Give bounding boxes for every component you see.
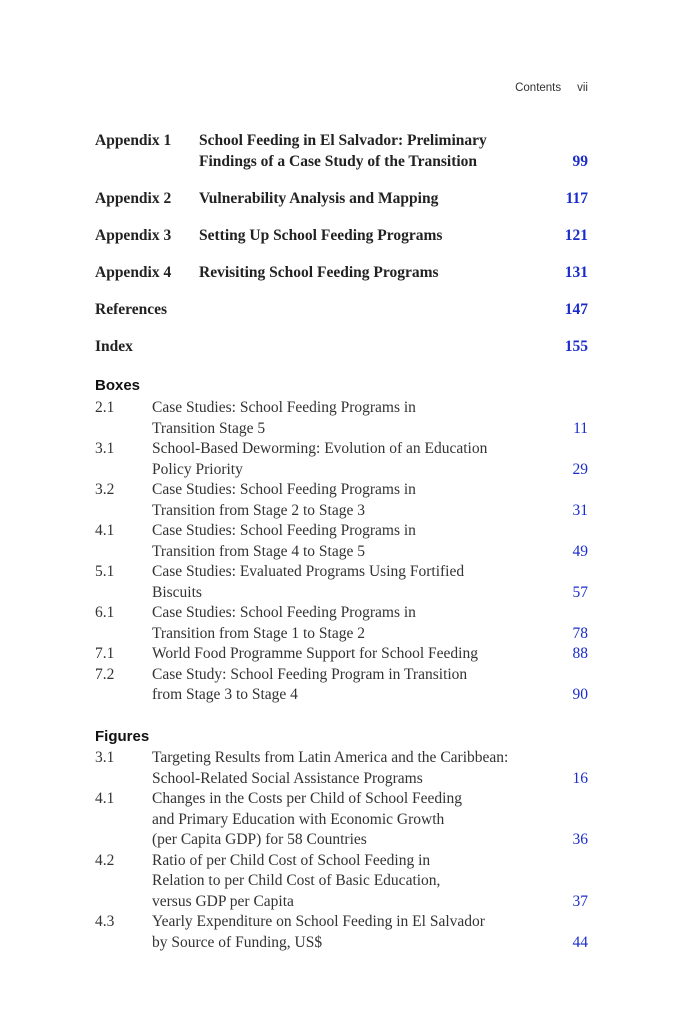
entry-title-line: School-Related Social Assistance Programs bbox=[152, 769, 423, 787]
box-entry[interactable] bbox=[95, 603, 588, 644]
toc-entry[interactable] bbox=[95, 336, 588, 357]
entry-title-line: Transition from Stage 2 to Stage 3 bbox=[152, 501, 365, 519]
entry-title-line: Revisiting School Feeding Programs bbox=[199, 264, 439, 281]
entry-label: Appendix 3 bbox=[95, 227, 172, 244]
entry-title bbox=[199, 225, 533, 246]
entry-number: 3.2 bbox=[95, 481, 115, 498]
entry-title bbox=[152, 398, 548, 439]
page-number[interactable]: 131 bbox=[564, 264, 588, 281]
appendix-list bbox=[95, 130, 588, 373]
box-entry[interactable] bbox=[95, 521, 588, 562]
entry-title-line: Policy Priority bbox=[152, 460, 243, 478]
entry-number: 3.1 bbox=[95, 440, 115, 457]
page-number[interactable]: 16 bbox=[572, 769, 588, 787]
entry-title-line: Changes in the Costs per Child of School Feeding bbox=[152, 790, 462, 807]
page-number[interactable]: 155 bbox=[564, 338, 588, 355]
page-number[interactable]: 147 bbox=[564, 301, 588, 318]
page-number[interactable]: 31 bbox=[572, 501, 588, 519]
entry-title-line: Transition Stage 5 bbox=[152, 419, 266, 437]
entry-title bbox=[152, 521, 548, 562]
entry-title-line: Ratio of per Child Cost of School Feeding in bbox=[152, 851, 431, 869]
entry-label: Appendix 2 bbox=[95, 190, 172, 207]
figure-entry[interactable] bbox=[95, 912, 588, 953]
figure-entry[interactable] bbox=[95, 789, 588, 851]
entry-label: Appendix 1 bbox=[95, 132, 172, 149]
entry-title-line: Index bbox=[95, 338, 133, 355]
entry-title bbox=[95, 299, 533, 320]
entry-title bbox=[152, 562, 548, 603]
page-number[interactable]: 117 bbox=[565, 190, 588, 207]
entry-title-line: References bbox=[95, 301, 168, 318]
entry-title-line: Transition from Stage 1 to Stage 2 bbox=[152, 624, 365, 642]
entry-title bbox=[152, 912, 548, 953]
entry-title-line: Case Studies: School Feeding Programs in bbox=[152, 522, 416, 539]
entry-title-line: versus GDP per Capita bbox=[152, 892, 294, 910]
entry-title bbox=[152, 439, 548, 480]
page-number[interactable]: 29 bbox=[572, 460, 588, 478]
entry-number: 3.1 bbox=[95, 749, 115, 766]
figure-entry[interactable] bbox=[95, 748, 588, 789]
entry-title-line: by Source of Funding, US$ bbox=[152, 933, 323, 951]
page-number[interactable]: 90 bbox=[572, 686, 588, 703]
box-entry[interactable] bbox=[95, 665, 588, 706]
entry-title-line: (per Capita GDP) for 58 Countries bbox=[152, 831, 367, 848]
entry-title bbox=[152, 480, 548, 521]
entry-title-line: and Primary Education with Economic Growth bbox=[152, 810, 445, 828]
entry-number: 4.3 bbox=[95, 913, 115, 930]
page-number[interactable]: 36 bbox=[572, 831, 588, 848]
entry-number: 2.1 bbox=[95, 399, 115, 416]
page-number[interactable]: 99 bbox=[572, 153, 588, 170]
entry-title-line: Case Studies: School Feeding Programs in bbox=[152, 399, 416, 416]
entry-title-line: Case Study: School Feeding Program in Transition bbox=[152, 665, 468, 683]
entry-title-line: School-Based Deworming: Evolution of an Education bbox=[152, 440, 488, 457]
box-entry[interactable] bbox=[95, 480, 588, 521]
page-number[interactable]: 49 bbox=[572, 542, 588, 560]
entry-title bbox=[95, 336, 533, 357]
entry-title bbox=[152, 603, 548, 644]
boxes-heading: Boxes bbox=[95, 377, 141, 394]
entry-title-line: Relation to per Child Cost of Basic Education, bbox=[152, 872, 441, 889]
toc-entry[interactable] bbox=[95, 188, 588, 209]
box-entry[interactable] bbox=[95, 562, 588, 603]
toc-entry[interactable] bbox=[95, 225, 588, 246]
entry-title bbox=[152, 851, 548, 913]
entry-title-line: Case Studies: School Feeding Programs in bbox=[152, 481, 416, 498]
figure-entry[interactable] bbox=[95, 851, 588, 913]
figures-heading: Figures bbox=[95, 728, 150, 745]
entry-title-line: Transition from Stage 4 to Stage 5 bbox=[152, 542, 365, 560]
page-number[interactable]: 57 bbox=[572, 583, 588, 601]
entry-number: 4.1 bbox=[95, 522, 115, 539]
entry-title-line: Case Studies: School Feeding Programs in bbox=[152, 604, 416, 621]
running-head-label: Contents bbox=[515, 82, 562, 94]
box-entry[interactable] bbox=[95, 398, 588, 439]
page-number[interactable]: 44 bbox=[572, 933, 588, 951]
page-number[interactable]: 121 bbox=[564, 227, 588, 244]
entry-number: 4.1 bbox=[95, 790, 115, 807]
running-head bbox=[515, 82, 588, 94]
entry-number: 6.1 bbox=[95, 604, 115, 621]
entry-title bbox=[152, 748, 548, 789]
entry-title-line: from Stage 3 to Stage 4 bbox=[152, 686, 298, 703]
entry-title bbox=[152, 644, 548, 665]
figures-list bbox=[95, 748, 588, 953]
entry-title-line: Yearly Expenditure on School Feeding in El Salvador bbox=[152, 913, 485, 930]
entry-number: 5.1 bbox=[95, 563, 115, 580]
entry-title-line: Findings of a Case Study of the Transition bbox=[199, 153, 478, 170]
entry-title-line: Vulnerability Analysis and Mapping bbox=[199, 190, 439, 207]
box-entry[interactable] bbox=[95, 439, 588, 480]
entry-number: 7.2 bbox=[95, 665, 115, 683]
box-entry[interactable] bbox=[95, 644, 588, 665]
page-number[interactable]: 88 bbox=[572, 645, 588, 662]
entry-title bbox=[199, 130, 533, 172]
entry-title-line: Setting Up School Feeding Programs bbox=[199, 227, 443, 244]
toc-entry[interactable] bbox=[95, 262, 588, 283]
entry-title bbox=[152, 665, 548, 706]
page-folio: vii bbox=[577, 82, 588, 94]
page-number[interactable]: 11 bbox=[573, 419, 588, 437]
entry-title-line: Targeting Results from Latin America and the Caribbean: bbox=[152, 749, 509, 766]
toc-entry[interactable] bbox=[95, 299, 588, 320]
toc-entry[interactable] bbox=[95, 130, 588, 172]
entry-label: Appendix 4 bbox=[95, 264, 172, 281]
page-number[interactable]: 37 bbox=[572, 892, 588, 910]
entry-number: 4.2 bbox=[95, 851, 115, 869]
entry-title-line: Case Studies: Evaluated Programs Using Fortified bbox=[152, 563, 465, 580]
entry-title-line: School Feeding in El Salvador: Preliminary bbox=[199, 132, 487, 149]
entry-number: 7.1 bbox=[95, 645, 115, 662]
entry-title bbox=[199, 262, 533, 283]
boxes-list bbox=[95, 398, 588, 706]
entry-title bbox=[152, 789, 548, 851]
entry-title bbox=[199, 188, 533, 209]
page-number[interactable]: 78 bbox=[572, 624, 588, 642]
entry-title-line: Biscuits bbox=[152, 583, 202, 601]
entry-title-line: World Food Programme Support for School Feeding bbox=[152, 645, 478, 662]
